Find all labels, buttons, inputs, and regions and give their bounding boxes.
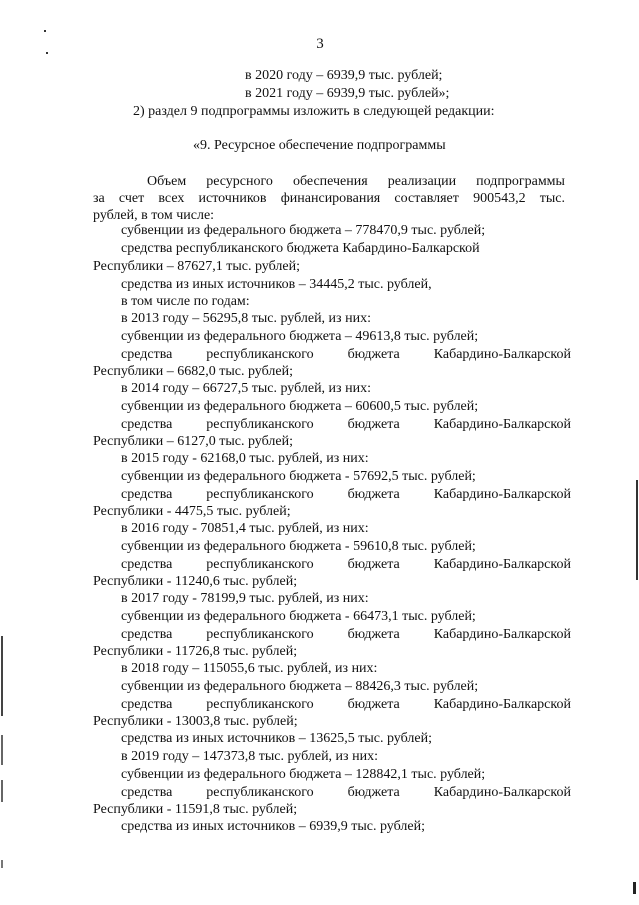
word: Кабардино-Балкарской (433, 697, 571, 712)
word: бюджета (347, 557, 400, 572)
scan-artifact (1, 636, 3, 716)
text-line: субвенции из федерального бюджета – 49613,8 тыс. рублей; (121, 329, 479, 344)
text-line: субвенции из федерального бюджета - 66473,1 тыс. рублей; (121, 609, 476, 624)
word: средства (121, 627, 173, 642)
text-line: в 2020 году – 6939,9 тыс. рублей; (245, 68, 443, 83)
word: Объем (147, 174, 187, 189)
text-line: в 2018 году – 115055,6 тыс. рублей, из них: (121, 661, 378, 676)
word: республиканского (206, 785, 314, 800)
text-line-justified (121, 557, 571, 573)
word: республиканского (206, 627, 314, 642)
text-line: 2) раздел 9 подпрограммы изложить в следующей редакции: (133, 104, 495, 119)
text-line: субвенции из федерального бюджета - 57692,5 тыс. рублей; (121, 469, 476, 484)
text-line: в 2015 году - 62168,0 тыс. рублей, из них: (121, 451, 369, 466)
word: средства (121, 557, 173, 572)
text-line: в том числе по годам: (121, 294, 250, 309)
scan-artifact (1, 735, 3, 765)
word: бюджета (347, 627, 400, 642)
text-line: субвенции из федерального бюджета - 59610,8 тыс. рублей; (121, 539, 476, 554)
text-run: средства республиканского бюджета Кабардино-Балкарской (121, 241, 480, 256)
scan-artifact (46, 52, 48, 54)
scan-artifact (636, 480, 638, 580)
word: средства (121, 347, 173, 362)
word: Кабардино-Балкарской (433, 557, 571, 572)
text-line: Республики – 87627,1 тыс. рублей; (93, 259, 300, 274)
text-line: в 2014 году – 66727,5 тыс. рублей, из них: (121, 381, 371, 396)
word: Кабардино-Балкарской (433, 487, 571, 502)
word: средства (121, 785, 173, 800)
paragraph-line-justified (93, 191, 565, 207)
section-title: «9. Ресурсное обеспечение подпрограммы (193, 138, 446, 153)
text-line: Республики - 11726,8 тыс. рублей; (93, 644, 298, 659)
text-line: Республики - 13003,8 тыс. рублей; (93, 714, 298, 729)
word: республиканского (206, 417, 314, 432)
text-line: рублей, в том числе: (93, 208, 215, 223)
word: республиканского (206, 697, 314, 712)
text-line: субвенции из федерального бюджета – 128842,1 тыс. рублей; (121, 767, 486, 782)
word: республиканского (206, 557, 314, 572)
text-line: Республики - 11591,8 тыс. рублей; (93, 802, 298, 817)
word: всех (158, 191, 185, 206)
word: республиканского (206, 347, 314, 362)
text-line: Республики – 6127,0 тыс. рублей; (93, 434, 293, 449)
text-line: в 2017 году - 78199,9 тыс. рублей, из них: (121, 591, 369, 606)
text-line: средства из иных источников – 6939,9 тыс. рублей; (121, 819, 425, 834)
scan-artifact (1, 780, 3, 802)
page-number: 3 (316, 36, 324, 52)
text-line: Республики – 6682,0 тыс. рублей; (93, 364, 293, 379)
text-line: субвенции из федерального бюджета – 60600,5 тыс. рублей; (121, 399, 479, 414)
word: тыс. (539, 191, 565, 206)
text-line: субвенции из федерального бюджета – 88426,3 тыс. рублей; (121, 679, 479, 694)
word: ресурсного (206, 174, 273, 189)
word: бюджета (347, 487, 400, 502)
word: республиканского (206, 487, 314, 502)
text-line-justified (121, 347, 571, 363)
text-line (121, 241, 511, 257)
text-line-justified (121, 627, 571, 643)
word: счет (118, 191, 145, 206)
text-line-justified (121, 417, 571, 433)
word: обеспечения (292, 174, 368, 189)
word: бюджета (347, 417, 400, 432)
word: финансирования (280, 191, 381, 206)
text-line: Республики - 11240,6 тыс. рублей; (93, 574, 298, 589)
word: 900543,2 (473, 191, 526, 206)
text-line: в 2019 году – 147373,8 тыс. рублей, из них: (121, 749, 378, 764)
text-line: субвенции из федерального бюджета – 778470,9 тыс. рублей; (121, 223, 486, 238)
text-line: средства из иных источников – 13625,5 тыс. рублей; (121, 731, 432, 746)
text-line: средства из иных источников – 34445,2 тыс. рублей, (121, 277, 432, 292)
scan-artifact (633, 882, 636, 894)
word: Кабардино-Балкарской (433, 347, 571, 362)
word: средства (121, 697, 173, 712)
text-line: в 2013 году – 56295,8 тыс. рублей, из них: (121, 311, 371, 326)
text-line-justified (121, 487, 571, 503)
word: составляет (394, 191, 459, 206)
word: бюджета (347, 785, 400, 800)
word: реализации (387, 174, 457, 189)
word: средства (121, 417, 173, 432)
word: средства (121, 487, 173, 502)
scan-artifact (44, 30, 46, 32)
word: Кабардино-Балкарской (433, 417, 571, 432)
word: за (93, 191, 105, 206)
word: бюджета (347, 697, 400, 712)
text-line-justified (121, 785, 571, 801)
text-line: Республики - 4475,5 тыс. рублей; (93, 504, 291, 519)
word: Кабардино-Балкарской (433, 627, 571, 642)
word: бюджета (347, 347, 400, 362)
word: Кабардино-Балкарской (433, 785, 571, 800)
text-line-justified (121, 697, 571, 713)
word: подпрограммы (476, 174, 565, 189)
scan-artifact (1, 860, 3, 868)
paragraph-line-justified (147, 174, 565, 190)
text-line: в 2021 году – 6939,9 тыс. рублей»; (245, 86, 450, 101)
word: источников (198, 191, 267, 206)
text-line: в 2016 году - 70851,4 тыс. рублей, из них: (121, 521, 369, 536)
